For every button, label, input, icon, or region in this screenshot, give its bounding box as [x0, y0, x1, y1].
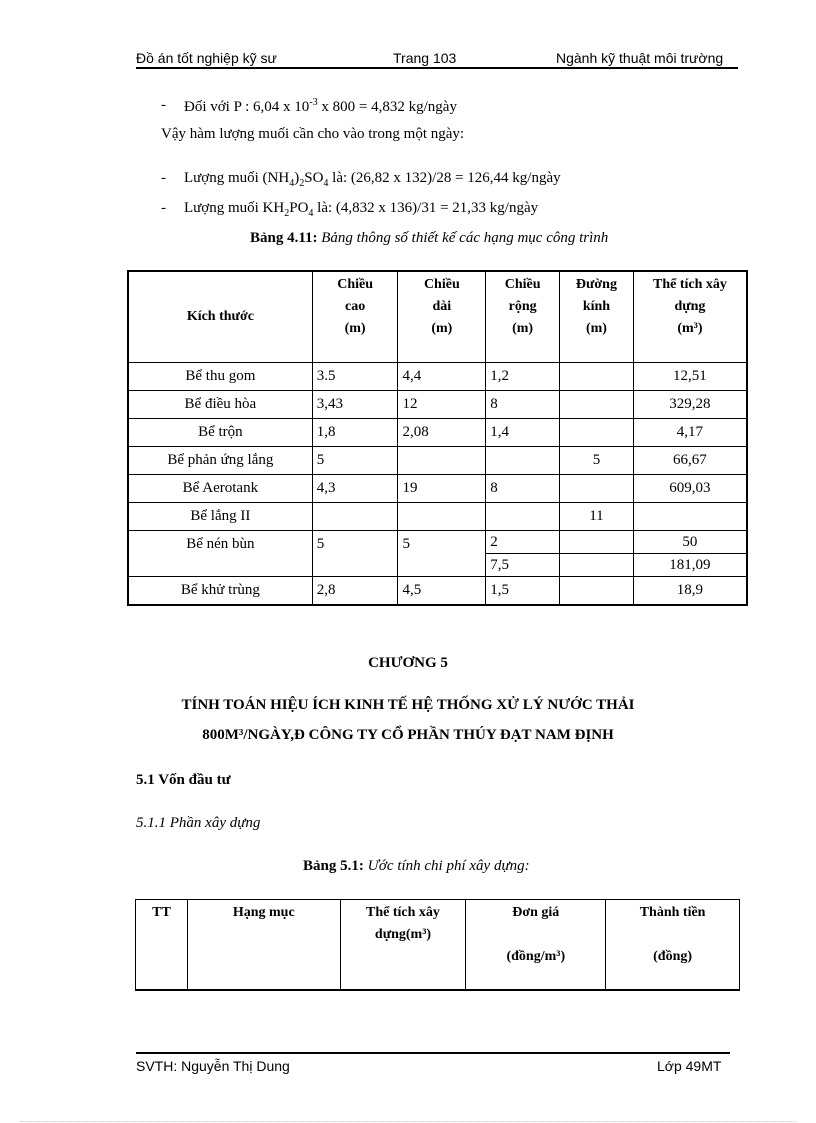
th-label: dựng: [674, 299, 706, 314]
header-left: Đồ án tốt nghiệp kỹ sư: [136, 50, 277, 66]
cell: 50: [633, 531, 747, 554]
section-heading: 5.1 Vốn đầu tư: [136, 772, 231, 788]
th-label: dài: [432, 299, 452, 314]
table-row: [128, 503, 747, 531]
cell: 5: [312, 531, 398, 577]
table2-caption-text: Ước tính chi phí xây dựng:: [363, 858, 530, 874]
th-label: (m): [431, 321, 453, 336]
cell: 4,17: [633, 419, 747, 447]
cell-item: Bể phản ứng lắng: [128, 447, 312, 475]
cell: [398, 447, 486, 475]
th-label: Thể tích xây: [652, 277, 727, 292]
design-parameters-table: [127, 270, 748, 606]
table-row: [128, 475, 747, 503]
bullet-dash: -: [161, 97, 166, 113]
page-edge: [20, 1121, 796, 1122]
cell-item: Bể trộn: [128, 419, 312, 447]
table2-caption-label: Bảng 5.1:: [303, 858, 364, 874]
cell: [560, 475, 634, 503]
cell: 181,09: [633, 554, 747, 577]
table-row: [128, 419, 747, 447]
th-label: TT: [152, 905, 171, 920]
cell: 1,8: [312, 419, 398, 447]
th-label: Chiều: [504, 277, 541, 292]
salt2-sub2: 4: [308, 208, 314, 219]
construction-cost-table: [135, 899, 740, 991]
th-length: [398, 271, 486, 363]
header-page: Trang 103: [393, 50, 457, 66]
cell: [486, 447, 560, 475]
cell: 4,4: [398, 363, 486, 391]
cell: 609,03: [633, 475, 747, 503]
cell: [486, 503, 560, 531]
cell: [312, 503, 398, 531]
cell: 3.5: [312, 363, 398, 391]
table2-header-row: [136, 900, 740, 991]
salt2-post: là: (4,832 x 136)/31 = 21,33 kg/ngày: [313, 200, 539, 216]
cell: 8: [486, 391, 560, 419]
th-label: Chiều: [423, 277, 460, 292]
cell: 3,43: [312, 391, 398, 419]
cell: 4,3: [312, 475, 398, 503]
th-amount: [606, 900, 740, 991]
cell: [560, 554, 634, 577]
th-label: Đường: [575, 277, 617, 292]
salt2-mid: PO: [289, 200, 309, 216]
cell: 4,5: [398, 577, 486, 606]
table1-caption: [250, 230, 608, 247]
table-row: [128, 363, 747, 391]
cell: 8: [486, 475, 560, 503]
th-volume: [340, 900, 466, 991]
th-volume: [633, 271, 747, 363]
line-p-sup: -3: [309, 97, 318, 108]
cell: 5: [560, 447, 634, 475]
cell: [560, 419, 634, 447]
salt1-post: là: (26,82 x 132)/28 = 126,44 kg/ngày: [328, 170, 561, 186]
salt1-pre: Lượng muối (NH: [184, 170, 290, 186]
th-unit-price: [466, 900, 606, 991]
th-width: [486, 271, 560, 363]
salt1-mid2: SO: [304, 170, 324, 186]
table-row: [128, 391, 747, 419]
cell: 66,67: [633, 447, 747, 475]
cell: 1,2: [486, 363, 560, 391]
cell: [560, 531, 634, 554]
th-label: (m³): [677, 321, 703, 336]
cell: 12: [398, 391, 486, 419]
th-label: cao: [345, 299, 366, 314]
salt1-sub3: 4: [323, 178, 329, 189]
th-label: Kích thước: [186, 309, 254, 324]
th-label: kính: [582, 299, 611, 314]
cell: [560, 363, 634, 391]
cell-item: Bể điều hòa: [128, 391, 312, 419]
bullet-dash: -: [161, 170, 166, 186]
salt1-sub1: 4: [289, 178, 295, 189]
chapter-title-line1: TÍNH TOÁN HIỆU ÍCH KINH TẾ HỆ THỐNG XỬ LÝ NƯỚC THẢI: [181, 697, 635, 713]
salt-line-2: [184, 200, 538, 219]
bullet-dash: -: [161, 200, 166, 216]
table1-header-row: [128, 271, 747, 363]
cell: 329,28: [633, 391, 747, 419]
salt1-sub2: 2: [299, 178, 305, 189]
salt-line-1: [184, 170, 561, 189]
footer-student: SVTH: Nguyễn Thị Dung: [136, 1058, 290, 1074]
chapter-number: CHƯƠNG 5: [368, 655, 448, 671]
table-row: [128, 447, 747, 475]
th-diameter: [560, 271, 634, 363]
cell: 2: [486, 531, 560, 554]
line-p-pre: Đối với P : 6,04 x 10: [184, 99, 310, 115]
th-label: (đồng): [653, 949, 693, 964]
th-label: (m): [512, 321, 534, 336]
cell-item: Bể thu gom: [128, 363, 312, 391]
cell-item: Bể lắng II: [128, 503, 312, 531]
th-label: dựng(m³): [374, 927, 432, 942]
cell: 7,5: [486, 554, 560, 577]
cell: [398, 503, 486, 531]
cell-item: Bể nén bùn: [128, 531, 312, 577]
cell: 19: [398, 475, 486, 503]
th-label: rộng: [508, 299, 537, 314]
th-item: [187, 900, 340, 991]
table2-caption: [303, 858, 530, 875]
th-label: Đơn giá: [512, 905, 560, 920]
th-label: (m): [585, 321, 607, 336]
table1-caption-text: Bảng thông số thiết kế các hạng mục công trình: [317, 230, 609, 246]
cell: 1,5: [486, 577, 560, 606]
th-index: [136, 900, 188, 991]
salt2-pre: Lượng muối KH: [184, 200, 285, 216]
cell: 11: [560, 503, 634, 531]
header-rule: [136, 67, 738, 69]
cell-item: Bể Aerotank: [128, 475, 312, 503]
th-label: Chiều: [337, 277, 374, 292]
table-row: [128, 577, 747, 606]
cell: 5: [312, 447, 398, 475]
chapter-title-line2: 800M³/NGÀY,Đ CÔNG TY CỔ PHẦN THÚY ĐẠT NAM ĐỊNH: [202, 727, 614, 743]
cell: [560, 577, 634, 606]
cell: [633, 503, 747, 531]
th-label: Thành tiền: [639, 905, 706, 920]
th-dimension: [128, 271, 312, 363]
th-label: Thể tích xây: [366, 905, 440, 920]
table-row: [128, 531, 747, 554]
th-height: [312, 271, 398, 363]
summary-line: Vậy hàm lượng muối cần cho vào trong một ngày:: [161, 126, 465, 142]
th-label: Hạng mục: [232, 905, 295, 920]
cell: 5: [398, 531, 486, 577]
footer-rule: [136, 1052, 730, 1054]
subsection-heading: 5.1.1 Phần xây dựng: [136, 815, 261, 831]
salt2-sub1: 2: [284, 208, 290, 219]
cell-item: Bể khử trùng: [128, 577, 312, 606]
line-phosphorus: [184, 97, 457, 116]
cell: 18,9: [633, 577, 747, 606]
cell: 2,8: [312, 577, 398, 606]
cell: 1,4: [486, 419, 560, 447]
table1-caption-label: Bảng 4.11:: [250, 230, 318, 246]
cell: [560, 391, 634, 419]
footer-class: Lớp 49MT: [657, 1058, 722, 1074]
cell: 12,51: [633, 363, 747, 391]
cell: 2,08: [398, 419, 486, 447]
th-label: (đồng/m³): [506, 949, 566, 964]
header-right: Ngành kỹ thuật môi trường: [556, 50, 724, 66]
th-label: (m): [344, 321, 366, 336]
salt1-mid: ): [294, 170, 300, 186]
line-p-post: x 800 = 4,832 kg/ngày: [317, 99, 457, 115]
